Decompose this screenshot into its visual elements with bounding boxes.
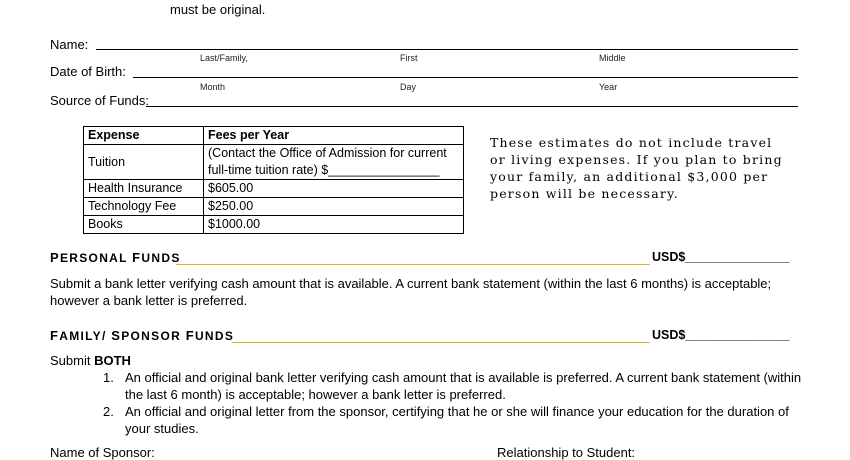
- list-item: An official and original letter from the sponsor, certifying that he or she will finance your education for the duration of your studies.: [125, 404, 789, 436]
- fees-cell: $605.00: [204, 180, 464, 198]
- table-row: [84, 216, 464, 234]
- dob-year-sublabel: Year: [599, 82, 618, 92]
- estimate-note: These estimates do not include travel or living expenses. If you plan to bring your family, an additional $3,000 per person will be necessary.: [490, 135, 783, 201]
- family-funds-rule: [232, 342, 650, 343]
- name-label: Name:: [50, 37, 89, 52]
- sponsor-name-label: Name of Sponsor:: [50, 445, 155, 460]
- expense-cell: Technology Fee: [84, 198, 204, 216]
- table-row: [84, 198, 464, 216]
- dob-label: Date of Birth:: [50, 64, 126, 79]
- dob-field[interactable]: [133, 77, 798, 78]
- family-funds-usd-field[interactable]: USD$_______________: [652, 328, 790, 342]
- list-item-number: 1.: [103, 370, 114, 385]
- personal-funds-heading: PERSONAL FUNDS: [50, 250, 181, 265]
- dob-month-sublabel: Month: [200, 82, 226, 92]
- fees-header: Fees per Year: [204, 127, 464, 145]
- fees-cell: [204, 145, 464, 180]
- submit-both-line: Submit BOTH: [50, 353, 131, 368]
- personal-funds-rule: [176, 264, 650, 265]
- expense-cell: Books: [84, 216, 204, 234]
- table-row: [84, 180, 464, 198]
- name-last-sublabel: Last/Family,: [200, 53, 248, 63]
- personal-funds-usd-field[interactable]: USD$_______________: [652, 250, 790, 264]
- personal-funds-text: Submit a bank letter verifying cash amount that is available. A current bank statement (within the last 6 months) is acceptable; however a bank letter is preferred.: [50, 276, 772, 308]
- tuition-line2[interactable]: full-time tuition rate) $________________: [208, 163, 440, 177]
- list-item-number: 2.: [103, 404, 114, 419]
- fees-table: [83, 126, 464, 234]
- expense-cell: Health Insurance: [84, 180, 204, 198]
- fees-cell: $250.00: [204, 198, 464, 216]
- fees-cell: $1000.00: [204, 216, 464, 234]
- table-row: [84, 145, 464, 180]
- family-sponsor-funds-heading: FAMILY/ SPONSOR FUNDS: [50, 328, 235, 343]
- expense-header: Expense: [84, 127, 204, 145]
- name-middle-sublabel: Middle: [599, 53, 626, 63]
- name-field[interactable]: [96, 49, 798, 50]
- source-of-funds-label: Source of Funds:: [50, 93, 149, 108]
- tuition-line1: (Contact the Office of Admission for current: [208, 146, 447, 160]
- source-of-funds-field[interactable]: [146, 106, 798, 107]
- relationship-label: Relationship to Student:: [497, 445, 636, 460]
- expense-cell: Tuition: [84, 145, 204, 180]
- table-header-row: [84, 127, 464, 145]
- name-first-sublabel: First: [400, 53, 418, 63]
- list-item: An official and original bank letter verifying cash amount that is available is preferred. A current bank statement (within the last 6 month) is acceptable; however a bank letter is preferred.: [125, 370, 802, 402]
- dob-day-sublabel: Day: [400, 82, 417, 92]
- original-note: must be original.: [170, 2, 266, 17]
